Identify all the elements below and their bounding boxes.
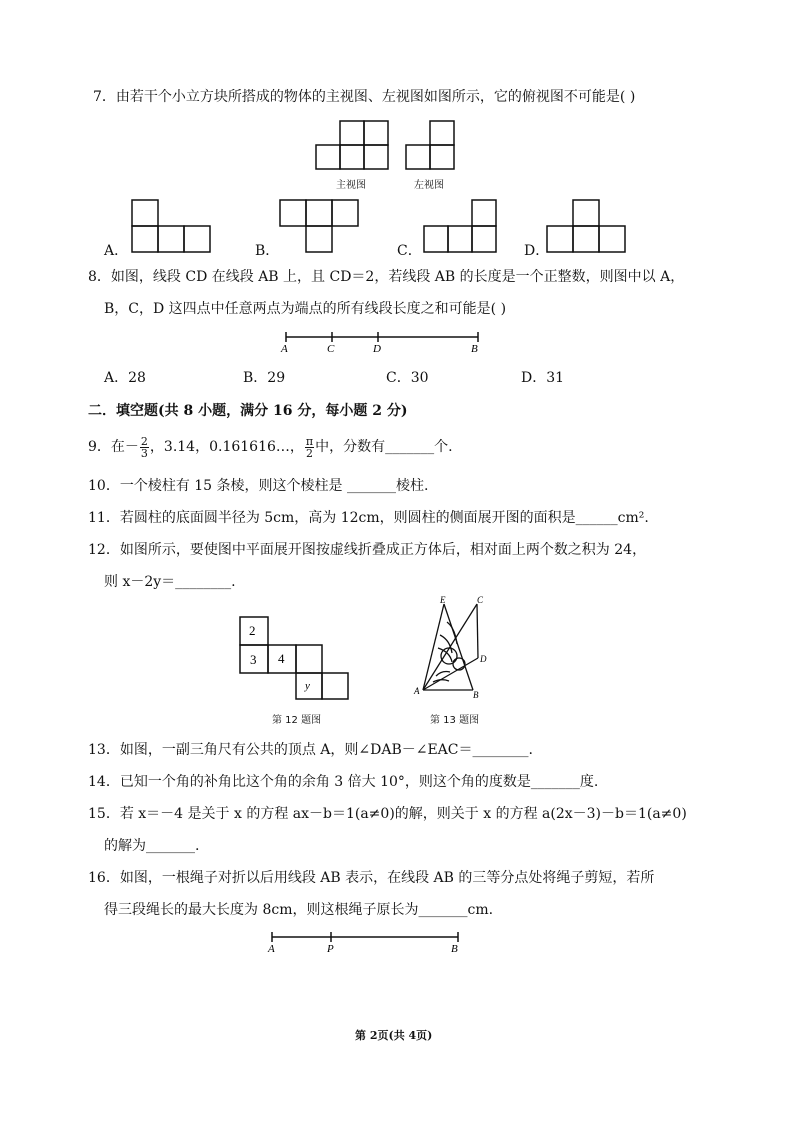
q12-line2: 则 x－2y＝________.	[104, 574, 236, 590]
section-2-heading: 二．填空题(共 8 小题，满分 16 分，每小题 2 分)	[88, 403, 408, 419]
q15-line2: 的解为_______.	[104, 838, 200, 854]
net-cell-3: 3	[250, 652, 257, 667]
net-cell-2: 2	[249, 623, 256, 638]
fig13-caption: 第 13 题图	[430, 715, 480, 726]
q7-option-c-label: C．	[397, 243, 422, 259]
net-cell-y: y	[305, 680, 310, 692]
fig13-point-d: D	[480, 654, 487, 664]
q7-option-d-label: D．	[524, 243, 550, 259]
q9-mid: ，3.14，0.161616…，	[149, 439, 304, 455]
point-label-b: B	[451, 943, 458, 955]
q9-fraction-1-den: 3	[140, 446, 148, 460]
q13-text: 13．如图，一副三角尺有公共的顶点 A，则∠DAB－∠EAC＝________.	[88, 742, 533, 758]
front-view-label: 主视图	[336, 180, 366, 191]
fig12-caption: 第 12 题图	[272, 715, 322, 726]
point-label-c: C	[327, 343, 335, 355]
q7-text: 7．由若干个小立方块所搭成的物体的主视图、左视图如图所示，它的俯视图不可能是( )	[93, 89, 636, 105]
q7-option-b-label: B．	[255, 243, 280, 259]
fig13-point-a: A	[414, 686, 420, 696]
point-label-p: P	[327, 943, 334, 955]
q9-fraction-1-num: 2	[140, 434, 148, 448]
q8-line1: 8．如图，线段 CD 在线段 AB 上，且 CD＝2，若线段 AB 的长度是一个正整数，则图中以 A，	[88, 269, 685, 285]
left-view-label: 左视图	[414, 180, 444, 191]
q8-line2: B，C，D 这四点中任意两点为端点的所有线段长度之和可能是( )	[104, 301, 507, 317]
q16-line1: 16．如图，一根绳子对折以后用线段 AB 表示，在线段 AB 的三等分点处将绳子剪短，若所	[88, 870, 655, 886]
q14-text: 14．已知一个角的补角比这个角的余角 3 倍大 10°，则这个角的度数是_______度.	[88, 774, 599, 790]
point-label-a: A	[281, 343, 288, 355]
q8-option-a: A．28	[104, 370, 146, 386]
q8-option-d: D．31	[521, 370, 565, 386]
fig13-point-b: B	[473, 690, 479, 700]
q15-line1: 15．若 x＝－4 是关于 x 的方程 ax－b＝1(a≠0)的解，则关于 x 的方程 a(2x－3)－b＝1(a≠0)	[88, 806, 687, 822]
q8-option-c: C．30	[386, 370, 429, 386]
q10-text: 10．一个棱柱有 15 条棱，则这个棱柱是 _______棱柱.	[88, 478, 429, 494]
fig13-point-c: C	[477, 595, 484, 605]
page-footer: 第 2页(共 4页)	[355, 1029, 433, 1042]
q11-text: 11．若圆柱的底面圆半径为 5cm，高为 12cm，则圆柱的侧面展开图的面积是______cm².	[88, 510, 649, 526]
q9-fraction-2-den: 2	[306, 446, 314, 460]
net-cell-4: 4	[278, 651, 285, 666]
point-label-a: A	[268, 943, 275, 955]
point-label-b: B	[471, 343, 478, 355]
q12-line1: 12．如图所示，要使图中平面展开图按虚线折叠成正方体后，相对面上两个数之积为 24，	[88, 542, 647, 558]
point-label-d: D	[373, 343, 381, 355]
q7-option-a-label: A．	[104, 243, 129, 259]
q9-fraction-2-num: π	[305, 434, 314, 448]
q9-pre: 9．在－	[88, 439, 139, 455]
fig13-point-e: E	[440, 595, 446, 605]
q9-post: 中，分数有_______个.	[315, 439, 453, 455]
q8-option-b: B．29	[243, 370, 286, 386]
q16-line2: 得三段绳长的最大长度为 8cm，则这根绳子原长为_______cm.	[104, 902, 494, 918]
